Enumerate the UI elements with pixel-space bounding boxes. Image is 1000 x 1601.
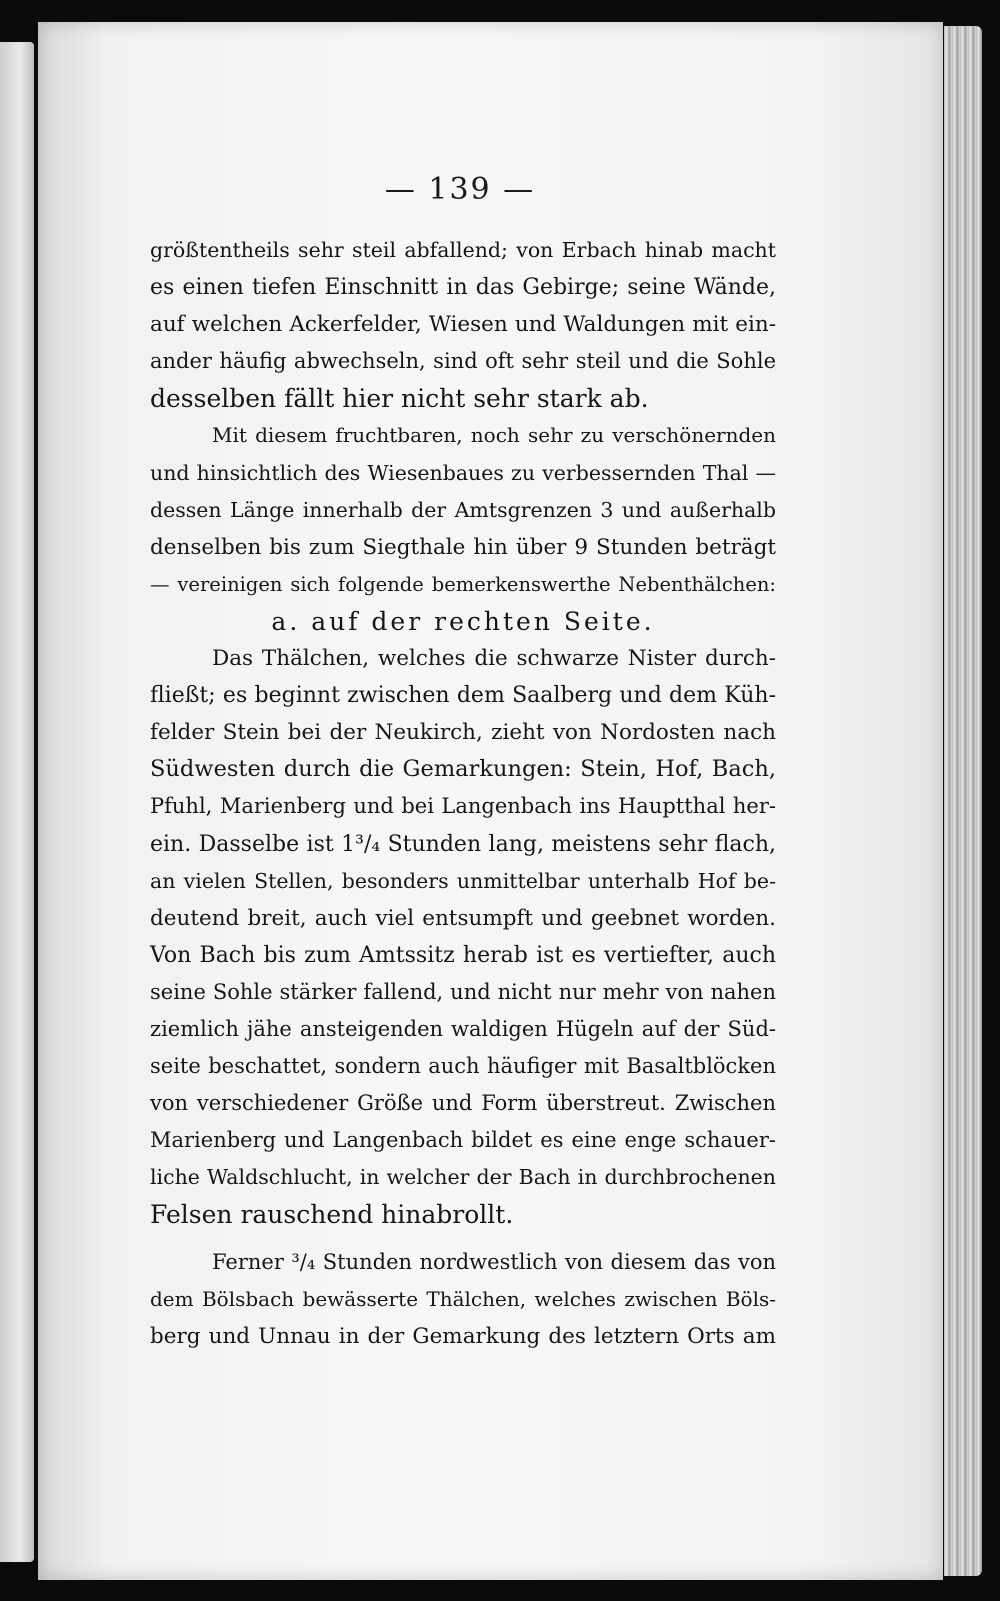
text-line: fließt; es beginnt zwischen dem Saalberg und dem Küh- [150, 683, 776, 709]
text-line: ander häufig abwechseln, sind oft sehr steil und die Sohle [150, 349, 776, 374]
text-line: berg und Unnau in der Gemarkung des letztern Orts am [150, 1323, 776, 1349]
text-line: Pfuhl, Marienberg und bei Langenbach ins Hauptthal her- [150, 794, 776, 819]
text-line: an vielen Stellen, besonders unmittelbar unterhalb Hof be- [150, 868, 776, 893]
text-line: felder Stein bei der Neukirch, zieht von Nordosten nach [150, 720, 776, 746]
text-line: ein. Dasselbe ist 1³/₄ Stunden lang, meistens sehr flach, [150, 831, 776, 857]
text-line: dem Bölsbach bewässerte Thälchen, welches zwischen Böls- [150, 1286, 776, 1311]
text-line: seite beschattet, sondern auch häufiger mit Basaltblöcken [150, 1054, 776, 1079]
text-line: — vereinigen sich folgende bemerkenswerthe Nebenthälchen: [150, 572, 776, 596]
text-line: Mit diesem fruchtbaren, noch sehr zu verschönernden [212, 423, 776, 448]
text-line: auf welchen Ackerfelder, Wiesen und Waldungen mit ein- [150, 312, 776, 338]
facing-page-edge [0, 42, 34, 1562]
text-line: Südwesten durch die Gemarkungen: Stein, Hof, Bach, [150, 756, 776, 783]
text-line: ziemlich jähe ansteigenden waldigen Hügeln auf der Süd- [150, 1016, 776, 1041]
text-line: liche Waldschlucht, in welcher der Bach in durchbrochenen [150, 1165, 776, 1190]
text-line: größtentheils sehr steil abfallend; von Erbach hinab macht [150, 238, 776, 262]
text-line: und hinsichtlich des Wiesenbaues zu verbessernden Thal — [150, 460, 776, 485]
text-line: seine Sohle stärker fallend, und nicht nur mehr von nahen [150, 979, 776, 1004]
text-line: Felsen rauschend hinabrollt. [150, 1200, 514, 1230]
text-line: Marienberg und Langenbach bildet es eine enge schauer- [150, 1128, 776, 1153]
page-stack-edge [944, 26, 982, 1576]
text-line: denselben bis zum Siegthale hin über 9 Stunden beträgt [150, 534, 776, 560]
section-heading: a. auf der rechten Seite. [271, 606, 655, 636]
body-text [150, 232, 776, 1355]
text-line: Von Bach bis zum Amtssitz herab ist es vertiefter, auch [150, 942, 776, 968]
page-number: — 139 — [384, 172, 536, 207]
text-line: von verschiedener Größe und Form überstreut. Zwischen [150, 1091, 776, 1116]
text-line: Ferner ³/₄ Stunden nordwestlich von diesem das von [212, 1249, 776, 1274]
paragraph-gap [150, 1234, 776, 1244]
text-line: dessen Länge innerhalb der Amtsgrenzen 3 und außerhalb [150, 497, 776, 522]
text-line: desselben fällt hier nicht sehr stark ab. [150, 384, 649, 414]
text-line: Das Thälchen, welches die schwarze Nister durch- [212, 646, 776, 672]
text-line: es einen tiefen Einschnitt in das Gebirge; seine Wände, [150, 275, 776, 301]
text-line: deutend breit, auch viel entsumpft und geebnet worden. [150, 905, 776, 931]
